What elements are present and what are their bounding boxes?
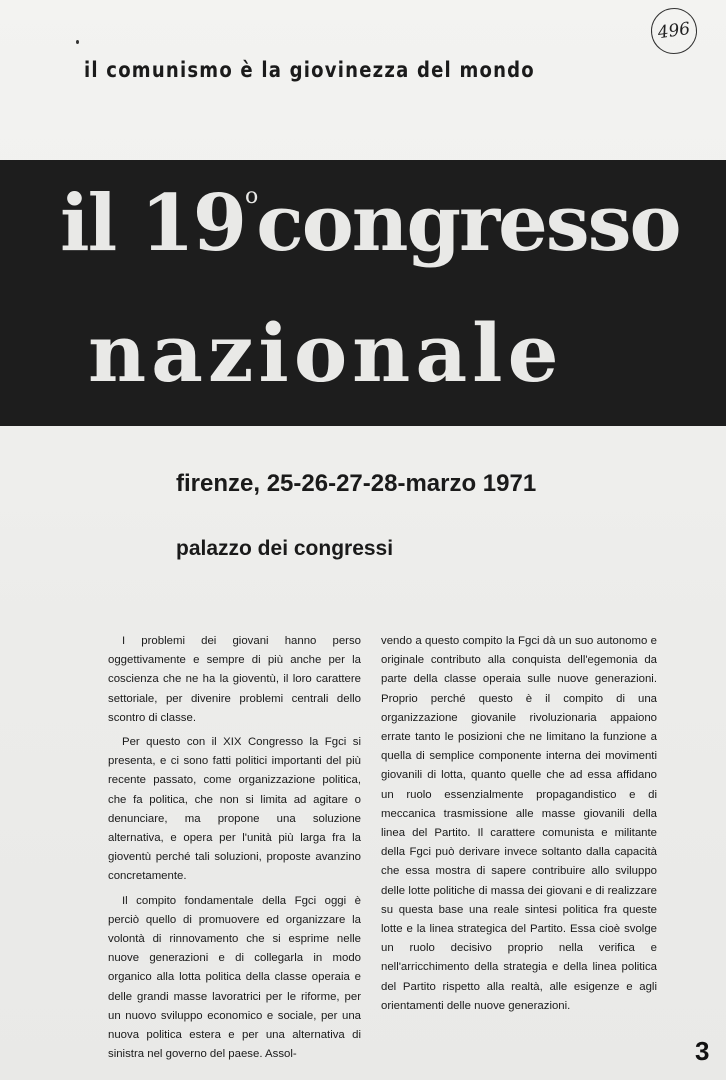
title-degree: o <box>244 184 257 209</box>
title-prefix: il 19 <box>60 178 245 269</box>
paragraph: Per questo con il XIX Congresso la Fgci si presenta, e ci sono fatti politici importanti del più recente passato, come organizzazione politica, che fa politica, che non si limita ad agitare o denunciare, ma propone una soluzione alternativa, e opera per l'unità più larga fra la gioventù perché tali soluzioni, proposte avanzino concretamente. <box>108 736 361 883</box>
paragraph: Il compito fondamentale della Fgci oggi è perciò quello di promuovere ed organizzare la volontà di rinnovamento che si esprime nelle nuove generazioni e di collegarla in modo organico alla lotta politica della classe operaia e delle grandi masse lavoratrici per le riforme, per un nuovo sviluppo economico e sociale, per una nuova politica estera e per una alternativa di sinistra nel governo del paese. Assol- <box>108 894 361 1061</box>
event-venue: palazzo dei congressi <box>176 537 394 560</box>
paragraph: I problemi dei giovani hanno perso oggettivamente e sempre di più anche per la coscienza che ne ha la gioventù, il loro carattere settoriale, per divenire problemi centrali dello scontro di classe. <box>108 635 361 724</box>
title-line-1 <box>60 178 680 269</box>
body-column-left <box>108 632 361 1069</box>
event-dateline: firenze, 25-26-27-28-marzo 1971 <box>176 470 537 497</box>
title-word: congresso <box>256 178 680 269</box>
title-line-2: nazionale <box>88 306 564 400</box>
ink-speck <box>76 40 79 44</box>
body-column-right <box>381 632 657 1021</box>
paragraph: vendo a questo compito la Fgci dà un suo autonomo e originale contributo alla conquista dell'egemonia da parte della classe operaia sulle nuove generazioni. Proprio perché questo è il compito di una organizzazione giovanile rivoluzionaria appaiono errate tanto le posizioni che ne limitano la funzione a quella di semplice componente interna dei movimenti giovanili di lotta, quanto quelle che ad essa affidano un ruolo essenzialmente propagandistico e di meccanica trasmissione alle masse giovanili della linea del Partito. Il carattere comunista e militante della Fgci può derivare invece soltanto dalla capacità che essa mostra di sapere contribuire allo sviluppo delle lotte politiche di massa dei giovani e di realizzare su questa base una reale sintesi politica fra queste lotte e la linea strategica del Partito. Essa cioè svolge un ruolo decisivo proprio nella verifica e nell'arricchimento della strategia e della linea politica del Partito rispetto alla realtà, alle esigenze e agli orientamenti delle nuove generazioni. <box>381 635 657 1012</box>
page-number: 3 <box>695 1036 710 1066</box>
slogan-header: il comunismo è la giovinezza del mondo <box>84 58 535 82</box>
archive-number-stamp: 496 <box>648 5 700 57</box>
